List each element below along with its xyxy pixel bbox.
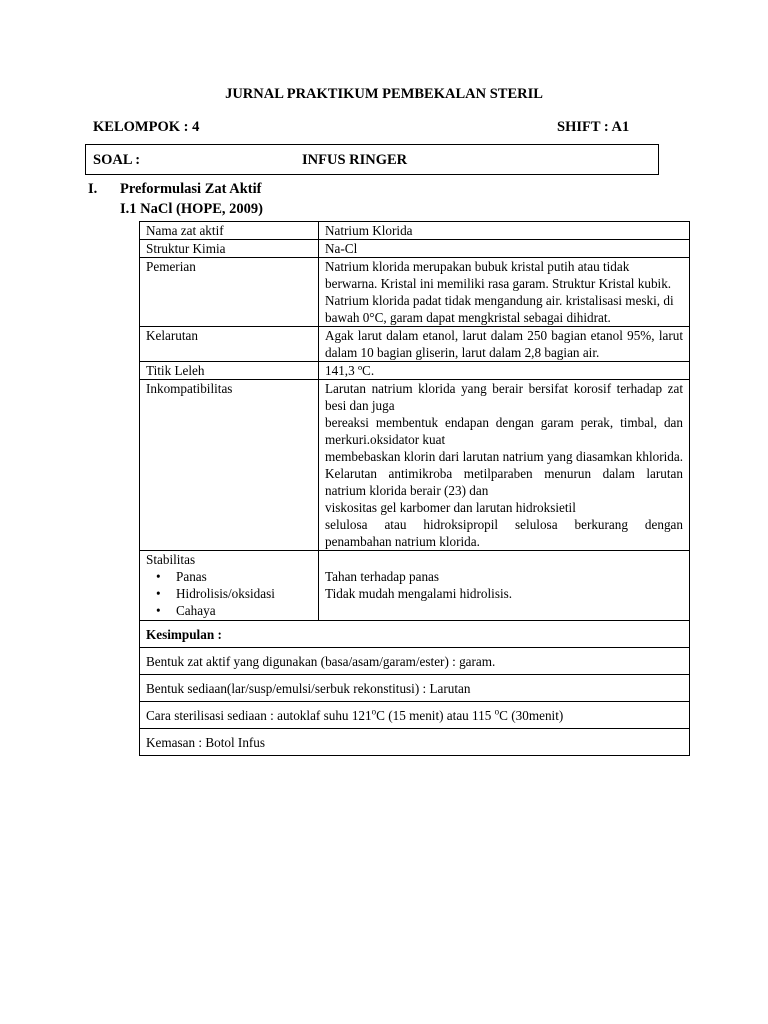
paragraph: bereaksi membentuk endapan dengan garam perak, timbal, dan merkuri.oksidator kuat	[325, 415, 683, 447]
subsection-title: I.1 NaCl (HOPE, 2009)	[120, 201, 263, 217]
table-row	[140, 675, 690, 702]
stability-values	[325, 551, 683, 602]
question-box	[85, 144, 659, 175]
table-row	[140, 648, 690, 675]
list-item: • Panas	[176, 568, 312, 585]
list-item: • Hidrolisis/oksidasi	[176, 585, 312, 602]
conclusion-item: Kemasan : Botol Infus	[140, 729, 690, 756]
conclusion-heading: Kesimpulan :	[140, 621, 690, 648]
section-number: I.	[88, 181, 98, 197]
table-row	[140, 551, 690, 621]
conclusion-item: Bentuk zat aktif yang digunakan (basa/asam/garam/ester) : garam.	[140, 648, 690, 675]
paragraph: Tahan terhadap panas	[325, 569, 440, 584]
row-label: Titik Leleh	[140, 362, 319, 380]
table-row	[140, 380, 690, 551]
list-item: • Cahaya	[176, 602, 312, 619]
document-title: JURNAL PRAKTIKUM PEMBEKALAN STERIL	[225, 86, 543, 102]
row-label: Struktur Kimia	[140, 240, 319, 258]
table-row	[140, 258, 690, 327]
paragraph: Larutan natrium klorida yang berair bersifat korosif terhadap zat besi dan juga	[325, 381, 683, 413]
table-row	[140, 362, 690, 380]
row-value: Na-Cl	[319, 240, 690, 258]
conclusion-item	[140, 702, 690, 729]
question-label: SOAL :	[93, 152, 141, 168]
degree-mark: o	[494, 706, 500, 717]
paragraph: Tidak mudah mengalami hidrolisis.	[325, 586, 513, 601]
sterilization-text: C (15 menit) atau 115	[376, 708, 495, 723]
sterilization-text: C (30menit)	[499, 708, 564, 723]
table-row	[140, 240, 690, 258]
properties-table	[139, 221, 690, 756]
row-value	[319, 551, 690, 621]
group-label: KELOMPOK : 4	[93, 119, 200, 135]
question-value: INFUS RINGER	[302, 152, 408, 168]
row-value: Agak larut dalam etanol, larut dalam 250 bagian etanol 95%, larut dalam 10 bagian gliserin, larut dalam 2,8 bagian air.	[319, 327, 690, 362]
shift-label: SHIFT : A1	[557, 119, 630, 135]
row-label: Kelarutan	[140, 327, 319, 362]
row-label: Pemerian	[140, 258, 319, 327]
degree-mark: o	[371, 706, 377, 717]
table-row	[140, 621, 690, 648]
conclusion-item: Bentuk sediaan(lar/susp/emulsi/serbuk rekonstitusi) : Larutan	[140, 675, 690, 702]
paragraph: membebaskan klorin dari larutan natrium yang diasamkan khlorida. Kelarutan antimikroba metilparaben menurun dalam larutan natrium klorida berair (23) dan	[325, 449, 683, 498]
table-row	[140, 702, 690, 729]
row-value	[319, 380, 690, 551]
row-value: 141,3 ºC.	[319, 362, 690, 380]
table-row	[140, 729, 690, 756]
row-label	[140, 551, 319, 621]
table-row	[140, 327, 690, 362]
paragraph: selulosa atau hidroksipropil selulosa berkurang dengan penambahan natrium klorida.	[325, 517, 683, 549]
row-label: Nama zat aktif	[140, 222, 319, 240]
section-title: Preformulasi Zat Aktif	[120, 181, 262, 197]
row-label: Inkompatibilitas	[140, 380, 319, 551]
stability-label: Stabilitas	[146, 552, 196, 567]
table-row	[140, 222, 690, 240]
stability-list	[146, 568, 312, 619]
row-value: Natrium Klorida	[319, 222, 690, 240]
paragraph: viskositas gel karbomer dan larutan hidroksietil	[325, 500, 576, 515]
row-value: Natrium klorida merupakan bubuk kristal putih atau tidak berwarna. Kristal ini memiliki rasa garam. Struktur Kristal kubik. Natrium klorida padat tidak mengandung air. kristalisasi meski, di bawah 0°C, garam dapat mengkristal sebagai dihidrat.	[319, 258, 690, 327]
sterilization-text: Cara sterilisasi sediaan : autoklaf suhu 121	[146, 708, 372, 723]
